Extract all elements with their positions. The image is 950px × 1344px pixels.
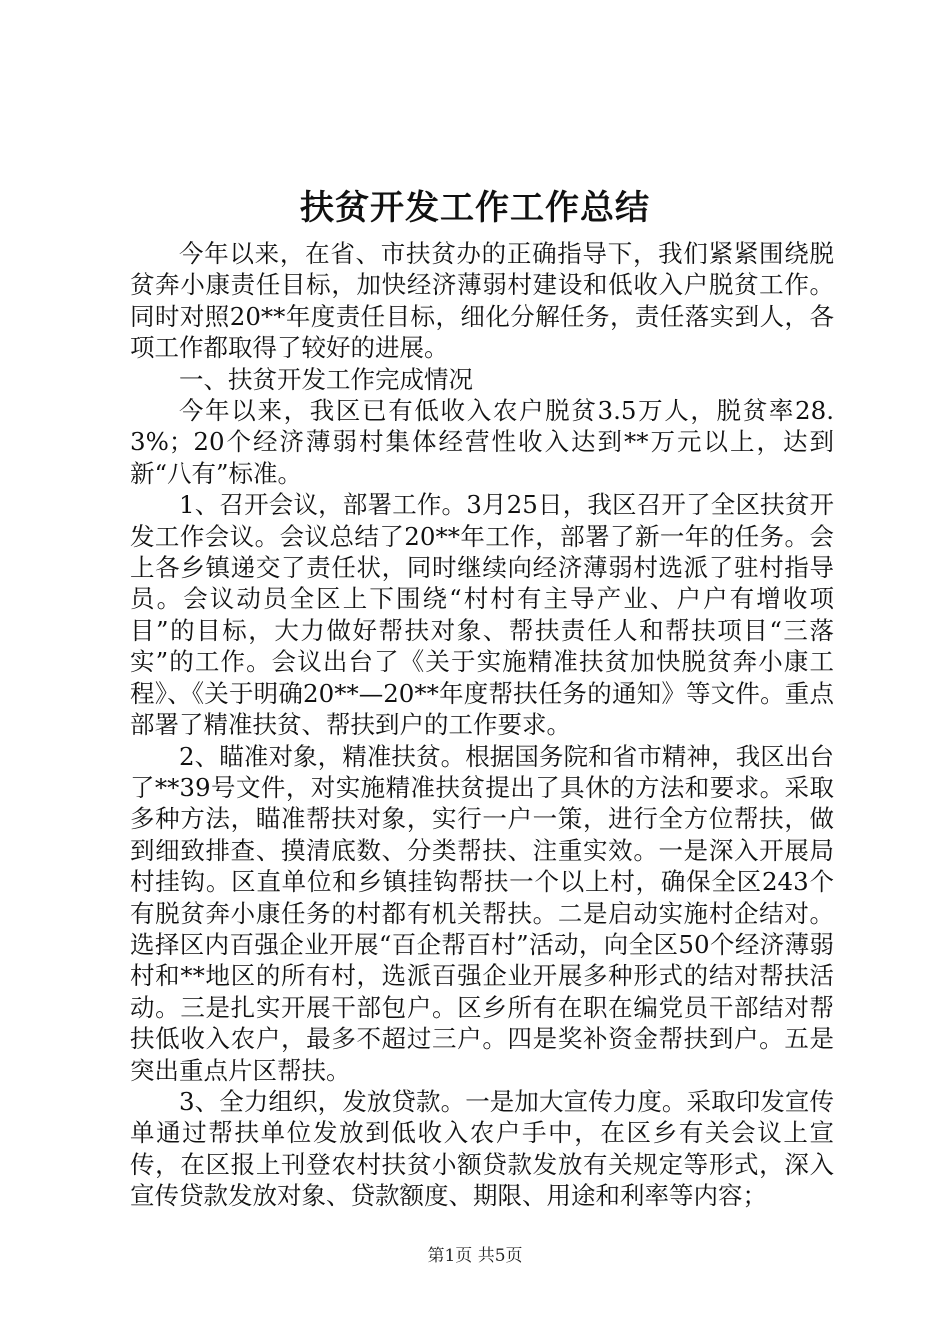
- page-number-footer: 第1页 共5页: [427, 1246, 523, 1266]
- paragraph-intro: 今年以来，在省、市扶贫办的正确指导下，我们紧紧围绕脱贫奔小康责任目标，加快经济薄弱村建设和低收入户脱贫工作。同时对照20**年度责任目标，细化分解任务，责任落实到人，各项工作都取得了较好的进展。: [130, 239, 834, 363]
- document-body: [130, 238, 834, 1212]
- paragraph-item-1: 1、召开会议，部署工作。3月25日，我区召开了全区扶贫开发工作会议。会议总结了20**年工作，部署了新一年的任务。会上各乡镇递交了责任状，同时继续向经济薄弱村选派了驻村指导员。会议动员全区上下围绕“村村有主导产业、户户有增收项目”的目标，大力做好帮扶对象、帮扶责任人和帮扶项目“三落实”的工作。会议出台了《关于实施精准扶贫加快脱贫奔小康工程》、《关于明确20**—20**年度帮扶任务的通知》等文件。重点部署了精准扶贫、帮扶到户的工作要求。: [130, 490, 834, 740]
- paragraph-item-3: 3、全力组织，发放贷款。一是加大宣传力度。采取印发宣传单通过帮扶单位发放到低收入农户手中，在区乡有关会议上宣传，在区报上刊登农村扶贫小额贷款发放有关规定等形式，深入宣传贷款发放对象、贷款额度、期限、用途和利率等内容；: [130, 1086, 834, 1211]
- section-heading: 一、扶贫开发工作完成情况: [179, 364, 473, 394]
- paragraph-results: 今年以来，我区已有低收入农户脱贫3.5万人，脱贫率28.3%；20个经济薄弱村集体经营性收入达到**万元以上，达到新“八有”标准。: [130, 396, 834, 488]
- document-title: 扶贫开发工作工作总结: [300, 188, 650, 228]
- paragraph-item-2: 2、瞄准对象，精准扶贫。根据国务院和省市精神，我区出台了**39号文件，对实施精准扶贫提出了具休的方法和要求。采取多种方法，瞄准帮扶对象，实行一户一策，进行全方位帮扶，做到细致排查、摸清底数、分类帮扶、注重实效。一是深入开展局村挂钩。区直单位和乡镇挂钩帮扶一个以上村，确保全区243个有脱贫奔小康任务的村都有机关帮扶。二是启动实施村企结对。选择区内百强企业开展“百企帮百村”活动，向全区50个经济薄弱村和**地区的所有村，选派百强企业开展多种形式的结对帮扶活动。三是扎实开展干部包户。区乡所有在职在编党员干部结对帮扶低收入农户，最多不超过三户。四是奖补资金帮扶到户。五是突出重点片区帮扶。: [130, 741, 834, 1085]
